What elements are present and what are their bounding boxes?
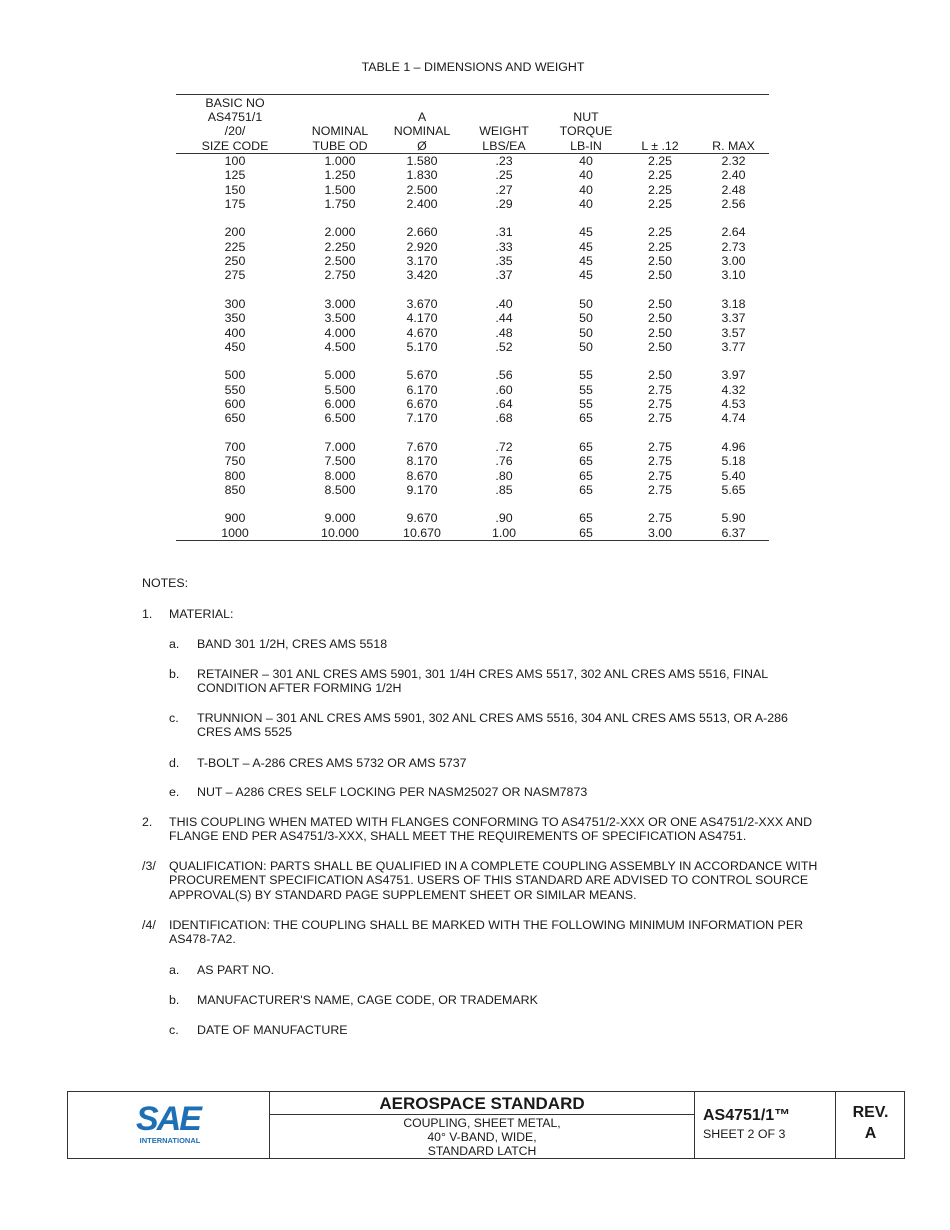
group-spacer <box>176 211 769 225</box>
table-cell: 1.000 <box>324 154 356 168</box>
table-cell: 65 <box>579 454 593 469</box>
table-cell: 65 <box>579 482 593 497</box>
header-line: LBS/EA <box>482 138 526 153</box>
column-header <box>294 95 386 154</box>
logo-cell <box>68 1092 270 1158</box>
table-cell: 3.170 <box>406 254 438 269</box>
note-number: a. <box>169 637 180 651</box>
table-cell: 3.00 <box>721 254 746 269</box>
spacer-cell <box>176 211 769 225</box>
table-cell: 700 <box>224 439 246 454</box>
table-row <box>176 340 769 354</box>
table-cell: 225 <box>224 239 246 254</box>
note-number: /4/ <box>142 918 156 932</box>
table-cell: 7.500 <box>324 454 356 469</box>
table-cell: 50 <box>579 296 593 311</box>
notes-heading: NOTES: <box>142 576 189 590</box>
table-cell: 2.73 <box>721 239 746 254</box>
table-cell: 2.32 <box>721 154 746 168</box>
column-header <box>176 95 294 154</box>
table-cell: 8.000 <box>324 468 356 483</box>
table-row <box>176 368 769 382</box>
table-cell: 6.37 <box>698 526 769 541</box>
table-cell: 2.75 <box>647 439 673 454</box>
table-cell: 1000 <box>176 526 294 541</box>
header-line: /20/ <box>224 124 246 139</box>
table-cell: 3.57 <box>721 325 746 340</box>
table-cell: .76 <box>495 454 513 469</box>
table-cell: 8.170 <box>406 454 438 469</box>
table-row <box>176 183 769 197</box>
table-row <box>176 411 769 425</box>
note-text: RETAINER – 301 ANL CRES AMS 5901, 301 1/4H CRES AMS 5517, 302 ANL CRES AMS 5516, FINAL CONDITION AFTER FORMING 1/2H <box>197 667 768 696</box>
table-cell: 5.65 <box>721 482 746 497</box>
group-spacer <box>176 354 769 368</box>
revision-value: A <box>864 1125 877 1142</box>
table-cell: 4.32 <box>721 382 746 397</box>
table-cell: 50 <box>579 339 593 354</box>
header-line: R. MAX <box>712 138 755 153</box>
table-cell: .64 <box>495 397 513 412</box>
header-line: AS4751/1 <box>207 110 263 125</box>
note-number: a. <box>169 963 180 977</box>
note-text: NUT – A286 CRES SELF LOCKING PER NASM25027 OR NASM7873 <box>197 785 588 799</box>
table-row <box>176 311 769 325</box>
note-number: /3/ <box>142 859 156 873</box>
table-cell: 2.660 <box>406 225 438 240</box>
table-cell: 3.670 <box>406 296 438 311</box>
table-cell: 2.56 <box>721 196 746 211</box>
table-cell: 200 <box>224 225 246 240</box>
table-cell: 5.670 <box>406 368 438 383</box>
table-cell: 3.420 <box>406 268 438 283</box>
note-text: THIS COUPLING WHEN MATED WITH FLANGES CONFORMING TO AS4751/2-XXX OR ONE AS4751/2-XXX AND FLANGE END PER AS4751/3-XXX, SHALL MEET THE REQUIREMENTS OF SPECIFICATION AS4751. <box>169 815 813 844</box>
table-cell: 2.75 <box>647 511 673 526</box>
table-cell: .23 <box>495 154 513 168</box>
table-cell: 125 <box>224 168 246 183</box>
table-cell: 2.48 <box>721 182 746 197</box>
table-cell: .56 <box>495 368 513 383</box>
standard-title: AEROSPACE STANDARD <box>379 1094 585 1113</box>
group-spacer <box>176 283 769 297</box>
table-row <box>176 483 769 497</box>
table-cell: .80 <box>495 468 513 483</box>
table-cell: 2.500 <box>406 182 438 197</box>
dimensions-table <box>176 94 769 541</box>
table-cell: 50 <box>579 325 593 340</box>
table-cell: 250 <box>224 254 246 269</box>
table-cell: 4.53 <box>721 397 746 412</box>
note-text: BAND 301 1/2H, CRES AMS 5518 <box>197 637 388 651</box>
document-number: AS4751/1™ <box>703 1107 791 1124</box>
table-cell: 9.000 <box>324 511 356 526</box>
header-line: TORQUE <box>559 124 613 139</box>
table-row <box>176 154 769 169</box>
table-cell: .44 <box>495 311 513 326</box>
table-cell: 8.500 <box>324 482 356 497</box>
table-title: TABLE 1 – DIMENSIONS AND WEIGHT <box>361 60 585 74</box>
table-cell: 2.64 <box>721 225 746 240</box>
table-cell: 1.00 <box>458 526 550 541</box>
table-cell: 3.500 <box>324 311 356 326</box>
table-cell: 45 <box>579 268 593 283</box>
table-cell: 6.170 <box>406 382 438 397</box>
table-cell: 3.18 <box>721 296 746 311</box>
table-cell: .37 <box>495 268 513 283</box>
table-cell: 2.750 <box>324 268 356 283</box>
table-cell: 175 <box>224 196 246 211</box>
table-cell: 450 <box>224 339 246 354</box>
table-row <box>176 397 769 411</box>
table-cell: 1.250 <box>324 168 356 183</box>
table-cell: 2.75 <box>647 468 673 483</box>
column-header <box>698 95 769 154</box>
table-cell: .52 <box>495 339 513 354</box>
table-cell: 2.75 <box>647 411 673 426</box>
table-cell: 40 <box>579 196 593 211</box>
table-cell: 55 <box>579 368 593 383</box>
revision-cell <box>836 1092 905 1158</box>
table-cell: 7.670 <box>406 439 438 454</box>
header-line: LB-IN <box>570 138 602 153</box>
table-cell: 4.000 <box>324 325 356 340</box>
table-cell: 2.25 <box>647 196 673 211</box>
revision-label: REV. <box>852 1104 889 1121</box>
table-cell: 65 <box>579 468 593 483</box>
table-header-row <box>176 95 769 154</box>
table-cell: 2.50 <box>647 311 673 326</box>
table-cell: 2.000 <box>324 225 356 240</box>
table-cell: 3.000 <box>324 296 356 311</box>
table-row <box>176 168 769 182</box>
table-cell: 2.25 <box>647 225 673 240</box>
table-cell: 2.50 <box>647 254 673 269</box>
table-cell: 400 <box>224 325 246 340</box>
table-cell: 650 <box>224 411 246 426</box>
table-row <box>176 454 769 468</box>
column-header <box>458 95 550 154</box>
table-cell: 6.500 <box>324 411 356 426</box>
description-line: COUPLING, SHEET METAL, <box>403 1116 561 1130</box>
note-text: TRUNNION – 301 ANL CRES AMS 5901, 302 ANL CRES AMS 5516, 304 ANL CRES AMS 5513, OR A-286 CRES AMS 5525 <box>197 711 788 740</box>
header-line: SIZE CODE <box>201 138 269 153</box>
table-body <box>176 154 769 541</box>
note-number: b. <box>169 993 180 1007</box>
table-cell: 55 <box>579 382 593 397</box>
table-cell: 5.40 <box>721 468 746 483</box>
table-cell: 100 <box>224 154 246 168</box>
table-cell: 2.50 <box>647 325 673 340</box>
table-cell: 1.500 <box>324 182 356 197</box>
header-line: A <box>417 110 427 125</box>
spacer-cell <box>176 283 769 297</box>
table-cell: .31 <box>495 225 513 240</box>
header-line: TUBE OD <box>312 138 368 153</box>
table-cell: .29 <box>495 196 513 211</box>
header-line: WEIGHT <box>479 124 529 139</box>
sheet-number: SHEET 2 OF 3 <box>703 1127 786 1141</box>
note-number: 1. <box>142 607 153 621</box>
table-cell: 8.670 <box>406 468 438 483</box>
table-cell: .48 <box>495 325 513 340</box>
note-number: c. <box>169 711 179 725</box>
table-row <box>176 469 769 483</box>
table-cell: 300 <box>224 296 246 311</box>
table-cell: 55 <box>579 397 593 412</box>
table-cell: 2.50 <box>647 296 673 311</box>
table-cell: 5.000 <box>324 368 356 383</box>
table-cell: 800 <box>224 468 246 483</box>
table-cell: 5.18 <box>721 454 746 469</box>
table-cell: 9.670 <box>406 511 438 526</box>
table-cell: 7.170 <box>406 411 438 426</box>
table-cell: 40 <box>579 182 593 197</box>
spacer-cell <box>176 426 769 440</box>
table-cell: 5.500 <box>324 382 356 397</box>
table-cell: 50 <box>579 311 593 326</box>
table-cell: .35 <box>495 254 513 269</box>
table-cell: 6.000 <box>324 397 356 412</box>
table-cell: 2.75 <box>647 382 673 397</box>
table-cell: 2.75 <box>647 482 673 497</box>
sae-logo-subtext: INTERNATIONAL <box>139 1136 201 1145</box>
table-row <box>176 526 769 541</box>
spacer-cell <box>176 354 769 368</box>
column-header <box>386 95 458 154</box>
table-cell: .27 <box>495 182 513 197</box>
table-cell: 40 <box>579 154 593 168</box>
table-row <box>176 297 769 311</box>
table-cell: 4.96 <box>721 439 746 454</box>
table-cell: .85 <box>495 482 513 497</box>
spacer-cell <box>176 497 769 511</box>
table-cell: 600 <box>224 397 246 412</box>
header-line: NOMINAL <box>393 124 451 139</box>
table-cell: 10.670 <box>386 526 458 541</box>
table-cell: 2.75 <box>647 454 673 469</box>
table-cell: 1.580 <box>406 154 438 168</box>
table-cell: 275 <box>224 268 246 283</box>
header-line: NOMINAL <box>311 124 369 139</box>
header-line: L ± .12 <box>641 138 679 153</box>
table-row <box>176 240 769 254</box>
table-cell: 10.000 <box>294 526 386 541</box>
table-cell: 2.50 <box>647 268 673 283</box>
table-cell: 3.37 <box>721 311 746 326</box>
table-cell: 65 <box>550 526 622 541</box>
table-cell: 3.00 <box>622 526 698 541</box>
group-spacer <box>176 426 769 440</box>
table-cell: 500 <box>224 368 246 383</box>
table-cell: 1.830 <box>406 168 438 183</box>
table-cell: 5.170 <box>406 339 438 354</box>
table-cell: 65 <box>579 439 593 454</box>
table-row <box>176 225 769 239</box>
note-number: d. <box>169 756 180 770</box>
table-cell: .40 <box>495 296 513 311</box>
table-cell: 3.77 <box>721 339 746 354</box>
note-number: b. <box>169 667 180 681</box>
table-cell: 4.74 <box>721 411 746 426</box>
table-cell: .33 <box>495 239 513 254</box>
table-cell: 45 <box>579 239 593 254</box>
description-line: 40° V-BAND, WIDE, <box>427 1130 537 1144</box>
table-cell: 550 <box>224 382 246 397</box>
table-cell: 2.250 <box>324 239 356 254</box>
document-number-cell <box>695 1092 836 1158</box>
table-cell: 2.500 <box>324 254 356 269</box>
note-number: 2. <box>142 815 153 829</box>
note-text: IDENTIFICATION: THE COUPLING SHALL BE MARKED WITH THE FOLLOWING MINIMUM INFORMATION PER AS478-7A2. <box>169 918 804 947</box>
table-cell: .60 <box>495 382 513 397</box>
table-cell: 2.25 <box>647 168 673 183</box>
table-row <box>176 383 769 397</box>
table-row <box>176 254 769 268</box>
sae-logo-mark: SAE <box>136 1100 200 1138</box>
table-cell: 2.25 <box>647 239 673 254</box>
header-line: BASIC NO <box>205 95 265 110</box>
note-text: QUALIFICATION: PARTS SHALL BE QUALIFIED IN A COMPLETE COUPLING ASSEMBLY IN ACCORDANCE WITH PROCUREMENT SPECIFICATION AS4751. USERS OF THIS STANDARD ARE ADVISED TO CONTROL SOURCE APPROVAL(S) BY STANDARD PAGE SUPPLEMENT SHEET OR SIMILAR MEANS. <box>169 859 818 902</box>
table-cell: 2.25 <box>647 154 673 168</box>
table-cell: 2.25 <box>647 182 673 197</box>
divider <box>270 1114 694 1115</box>
table-cell: 3.10 <box>721 268 746 283</box>
table-cell: 750 <box>224 454 246 469</box>
note-text: AS PART NO. <box>197 963 275 977</box>
table-cell: 2.400 <box>406 196 438 211</box>
table-cell: 150 <box>224 182 246 197</box>
table-cell: 2.50 <box>647 339 673 354</box>
note-number: c. <box>169 1023 179 1037</box>
group-spacer <box>176 497 769 511</box>
table-cell: 2.920 <box>406 239 438 254</box>
table-row <box>176 268 769 282</box>
table-cell: .25 <box>495 168 513 183</box>
description-line: STANDARD LATCH <box>427 1144 537 1158</box>
table-row <box>176 511 769 525</box>
column-header <box>550 95 622 154</box>
standard-cell <box>270 1092 695 1158</box>
table-cell: 850 <box>224 482 246 497</box>
table-cell: 6.670 <box>406 397 438 412</box>
column-header <box>622 95 698 154</box>
table-cell: 45 <box>579 225 593 240</box>
table-cell: 1.750 <box>324 196 356 211</box>
table-cell: 9.170 <box>406 482 438 497</box>
table-row <box>176 440 769 454</box>
header-line: Ø <box>417 138 427 153</box>
sae-logo <box>68 1092 270 1158</box>
table-cell: 65 <box>579 411 593 426</box>
table-cell: 350 <box>224 311 246 326</box>
table-cell: .72 <box>495 439 513 454</box>
table-row <box>176 326 769 340</box>
table-cell: 2.40 <box>721 168 746 183</box>
table-cell: 45 <box>579 254 593 269</box>
note-text: MANUFACTURER'S NAME, CAGE CODE, OR TRADEMARK <box>197 993 538 1007</box>
table-cell: 900 <box>224 511 246 526</box>
table-cell: 4.170 <box>406 311 438 326</box>
title-block <box>67 1091 905 1159</box>
note-text: MATERIAL: <box>169 607 234 621</box>
table-cell: 40 <box>579 168 593 183</box>
note-text: T-BOLT – A-286 CRES AMS 5732 OR AMS 5737 <box>197 756 467 770</box>
table-cell: 65 <box>579 511 593 526</box>
standard-description <box>270 1116 694 1158</box>
table-cell: 7.000 <box>324 439 356 454</box>
table-row <box>176 197 769 211</box>
note-text: DATE OF MANUFACTURE <box>197 1023 348 1037</box>
table-cell: 2.50 <box>647 368 673 383</box>
table-cell: .68 <box>495 411 513 426</box>
table-cell: 5.90 <box>721 511 746 526</box>
header-line: NUT <box>573 110 599 125</box>
table-cell: 2.75 <box>647 397 673 412</box>
table-cell: .90 <box>495 511 513 526</box>
table-cell: 3.97 <box>721 368 746 383</box>
table-cell: 4.670 <box>406 325 438 340</box>
table-cell: 4.500 <box>324 339 356 354</box>
note-number: e. <box>169 785 180 799</box>
